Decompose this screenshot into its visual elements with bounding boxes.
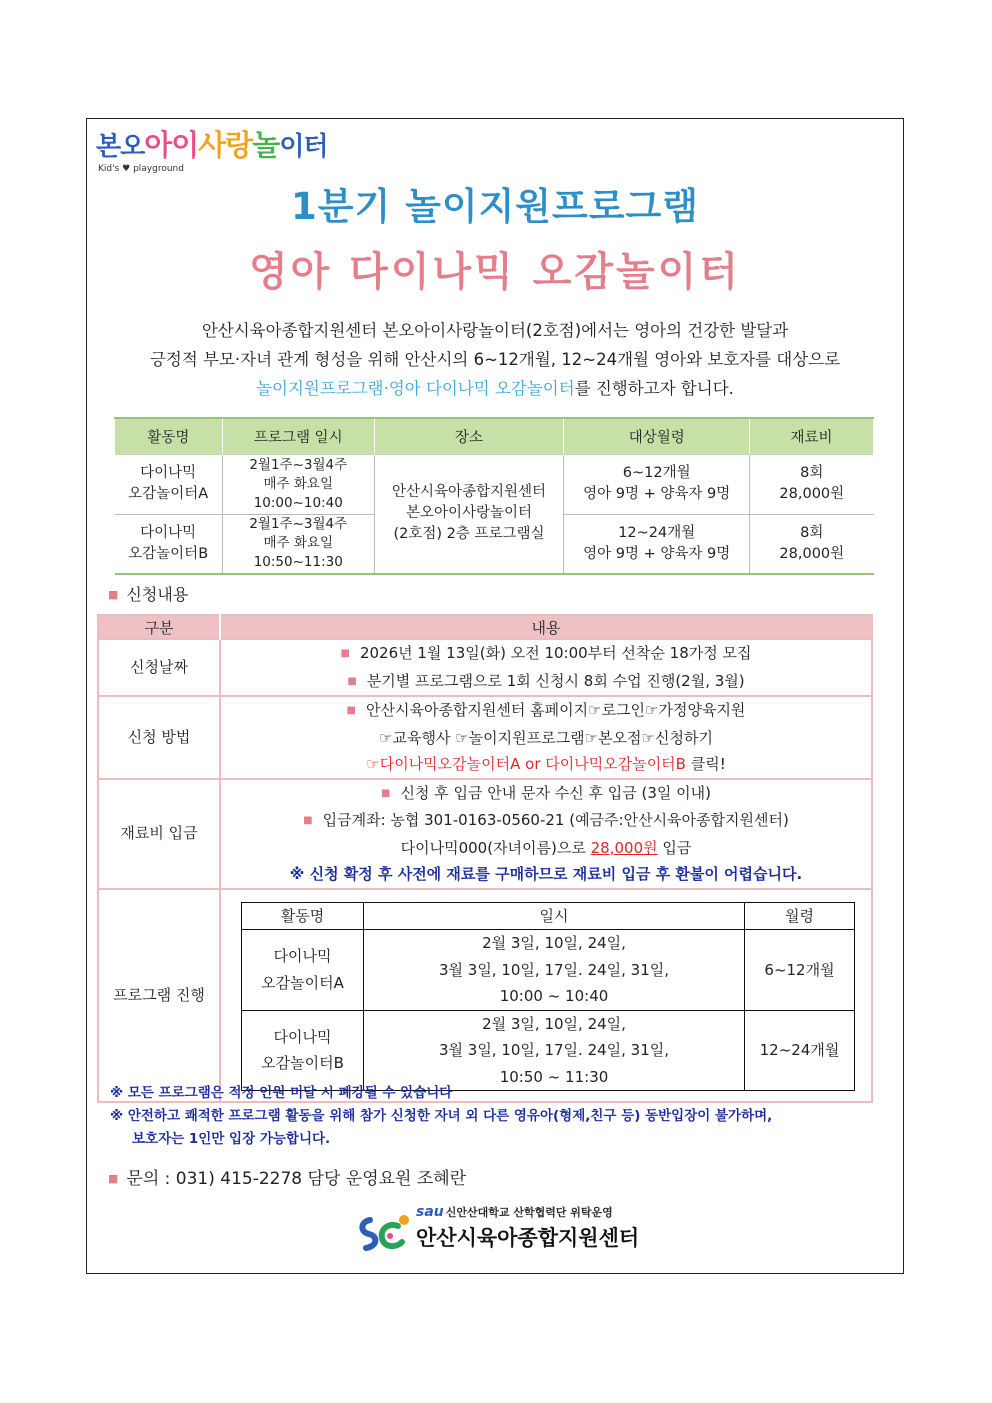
cell-line: 오감놀이터B xyxy=(261,1054,344,1073)
square-bullet-icon: ■ xyxy=(108,588,119,601)
content-text: 클릭! xyxy=(685,755,726,773)
row-label: 프로그램 진행 xyxy=(98,889,220,1103)
program-name xyxy=(242,930,364,1011)
activity-datetime xyxy=(222,514,374,574)
cell-line: 다이나믹 xyxy=(273,1027,332,1046)
header-cell: 월령 xyxy=(745,902,855,930)
square-bullet-icon: ■ xyxy=(340,648,350,659)
program-dates xyxy=(364,930,745,1011)
cell-line: 오감놀이터A xyxy=(261,973,344,992)
cell-line: 6~12개월 xyxy=(622,465,691,481)
logo-part-iter: 이터 xyxy=(279,132,328,162)
intro-highlight: 놀이지원프로그램·영아 다이나믹 오감놀이터 xyxy=(256,379,575,398)
organization-logo xyxy=(356,1204,646,1256)
note-line: 보호자는 1인만 입장 가능합니다. xyxy=(132,1131,331,1147)
logo-part-nol: 놀 xyxy=(252,128,280,162)
cell-line: 10:50 ~ 11:30 xyxy=(499,1067,609,1086)
cell-line: 28,000원 xyxy=(779,545,845,562)
cell-line: 3월 3일, 10일, 17일. 24일, 31일, xyxy=(438,960,670,979)
contact-info xyxy=(108,1164,466,1189)
activity-target xyxy=(564,514,750,574)
row-label: 신청날짜 xyxy=(98,639,220,696)
table-row xyxy=(98,889,872,1103)
cell-line: 본오아이사랑놀이터 xyxy=(405,505,533,522)
table-row xyxy=(98,779,872,889)
square-bullet-icon: ■ xyxy=(303,815,313,826)
logo-part-bono: 본오 xyxy=(96,132,145,162)
cell-line: 안산시육아종합지원센터 xyxy=(391,484,547,501)
activity-fee xyxy=(750,514,874,574)
cell-line: 10:00 ~ 10:40 xyxy=(499,987,609,1005)
cell-line: 영아 9명 + 양육자 9명 xyxy=(583,486,731,502)
cell-line: 28,000원 xyxy=(779,486,845,502)
intro-line: 긍정적 부모·자녀 관계 형성을 위해 안산시의 6~12개월, 12~24개월 영아와 보호자를 대상으로 xyxy=(149,350,841,369)
square-bullet-icon: ■ xyxy=(108,1172,119,1185)
content-text: 분기별 프로그램으로 1회 신청시 8회 수업 진행(2월, 3월) xyxy=(366,671,745,690)
refund-notice: ※ 신청 확정 후 사전에 재료를 구매하므로 재료비 입금 후 환불이 어렵습니다. xyxy=(289,865,803,883)
content-line xyxy=(221,835,871,862)
org-name: 안산시육아종합지원센터 xyxy=(416,1226,640,1250)
org-affiliation xyxy=(416,1204,646,1220)
sau-brand: sau xyxy=(416,1204,444,1220)
header-cell: 내용 xyxy=(220,615,872,639)
row-content xyxy=(220,889,872,1103)
playground-logo xyxy=(96,130,336,178)
content-text: 입금 xyxy=(657,838,692,857)
table-row xyxy=(242,1010,855,1091)
cell-line: 2월1주~3월4주 xyxy=(249,456,348,473)
logo-part-sarang: 사랑 xyxy=(198,128,253,162)
square-bullet-icon: ■ xyxy=(347,675,357,687)
program-name xyxy=(242,1010,364,1091)
header-cell: 활동명 xyxy=(115,418,223,454)
row-label: 신청 방법 xyxy=(98,696,220,779)
activity-name xyxy=(115,454,223,514)
intro-line: 안산시육아종합지원센터 본오아이사랑놀이터(2호점)에서는 영아의 건강한 발달과 xyxy=(201,321,789,340)
table-header-row xyxy=(98,615,872,639)
row-label: 재료비 입금 xyxy=(98,779,220,889)
row-content xyxy=(220,696,872,779)
program-age: 12~24개월 xyxy=(745,1010,855,1091)
content-line: ☞교육행사 ☞놀이지원프로그램☞본오점☞신청하기 xyxy=(379,728,713,747)
table-row xyxy=(98,639,872,696)
note-line: ※ 모든 프로그램은 적정 인원 미달 시 폐강될 수 있습니다 xyxy=(110,1085,453,1101)
program-schedule-table xyxy=(241,902,855,1092)
note-line: ※ 안전하고 쾌적한 프로그램 활동을 위해 참가 신청한 자녀 외 다른 영유아(형제,친구 등) 동반입장이 불가하며, xyxy=(110,1108,773,1124)
cell-line: 매주 화요일 xyxy=(263,475,333,492)
header-cell: 일시 xyxy=(364,902,745,930)
table-row xyxy=(98,696,872,779)
activity-name xyxy=(115,514,223,574)
cell-line: 12~24개월 xyxy=(618,524,696,541)
header-cell: 프로그램 일시 xyxy=(222,418,374,454)
content-line xyxy=(221,640,871,668)
cell-line: (2호점) 2층 프로그램실 xyxy=(393,526,545,543)
table-row xyxy=(115,454,874,514)
activity-datetime xyxy=(222,454,374,514)
cell-line: 2월1주~3월4주 xyxy=(249,516,348,533)
cell-line: 10:00~10:40 xyxy=(253,494,343,511)
square-bullet-icon: ■ xyxy=(381,787,391,799)
square-bullet-icon: ■ xyxy=(346,705,356,716)
activity-fee xyxy=(750,454,874,514)
notes xyxy=(110,1082,772,1151)
cell-line: 매주 화요일 xyxy=(263,535,333,552)
content-text: 다이나믹000(자녀이름)으로 xyxy=(400,838,591,857)
content-text: 2026년 1월 13일(화) 오전 10:00부터 선착순 18가정 모집 xyxy=(359,644,752,662)
content-text: 입금계좌: 농협 301-0163-0560-21 (예금주:안산시육아종합지원센터) xyxy=(322,811,789,829)
content-line xyxy=(221,780,871,808)
cell-line: 8회 xyxy=(800,524,824,541)
header-cell: 구분 xyxy=(98,615,220,639)
cell-line: 다이나믹 xyxy=(140,524,197,541)
program-choice-text: ☞다이나믹오감놀이터A or 다이나믹오감놀이터B xyxy=(366,755,686,773)
content-line xyxy=(221,697,871,725)
table-header-row xyxy=(115,418,874,454)
content-text: 신청 후 입금 안내 문자 수신 후 입금 (3일 이내) xyxy=(400,783,711,802)
intro-line xyxy=(86,374,904,403)
cell-line: 영아 9명 + 양육자 9명 xyxy=(583,545,731,562)
schedule-table xyxy=(114,417,874,575)
application-table xyxy=(97,614,873,1103)
cell-line: 8회 xyxy=(800,465,824,481)
cell-line: 10:50~11:30 xyxy=(253,554,343,571)
org-affiliation-text: 신안산대학교 산학협력단 위탁운영 xyxy=(445,1206,613,1219)
cell-line: 다이나믹 xyxy=(140,465,197,481)
cell-line: 2월 3일, 10일, 24일, xyxy=(482,934,626,952)
cell-line: 3월 3일, 10일, 17일. 24일, 31일, xyxy=(438,1041,670,1059)
content-text: 안산시육아종합지원센터 홈페이지☞로그인☞가정양육지원 xyxy=(366,701,746,719)
fee-amount: 28,000원 xyxy=(590,838,658,857)
table-row xyxy=(242,930,855,1011)
row-content xyxy=(220,639,872,696)
header-cell: 대상월령 xyxy=(564,418,750,454)
cell-line: 오감놀이터A xyxy=(128,486,209,502)
cell-line: 2월 3일, 10일, 24일, xyxy=(482,1014,626,1033)
content-line xyxy=(221,807,871,835)
header-cell: 재료비 xyxy=(750,418,874,454)
main-title: 1분기 놀이지원프로그램 xyxy=(290,185,700,228)
row-content xyxy=(220,779,872,889)
contact-text: 문의 : 031) 415-2278 담당 운영요원 조혜란 xyxy=(126,1169,467,1189)
content-line xyxy=(221,751,871,778)
program-age: 6~12개월 xyxy=(745,930,855,1011)
intro-rest: 를 진행하고자 합니다. xyxy=(574,379,734,398)
header-cell: 장소 xyxy=(374,418,564,454)
content-line xyxy=(221,668,871,696)
header-cell: 활동명 xyxy=(242,902,364,930)
logo-part-ai: 아이 xyxy=(144,128,199,162)
cell-line: 오감놀이터B xyxy=(128,545,209,562)
section-heading xyxy=(108,582,188,605)
section-title: 신청내용 xyxy=(126,585,189,604)
sub-title: 영아 다이나믹 오감놀이터 xyxy=(249,249,741,295)
cell-line: 다이나믹 xyxy=(273,947,332,966)
activity-target xyxy=(564,454,750,514)
center-emblem-icon xyxy=(356,1210,412,1256)
intro-paragraph xyxy=(86,316,904,403)
logo-subtitle: Kid's ♥ playground xyxy=(98,164,184,174)
program-dates xyxy=(364,1010,745,1091)
activity-location xyxy=(374,454,564,574)
table-header-row xyxy=(242,902,855,930)
